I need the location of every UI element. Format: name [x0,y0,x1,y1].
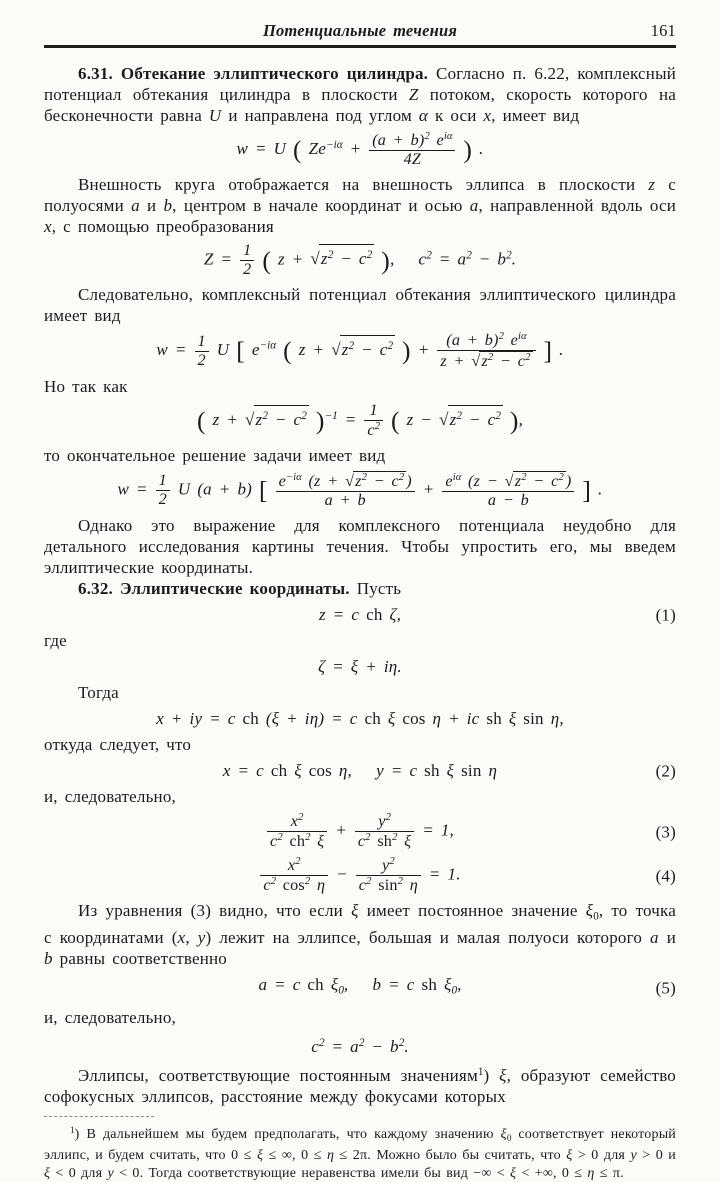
m-msup: 2 [348,339,355,352]
paragraph-6-32-heading: 6.32. Эллиптические координаты. Пусть [78,579,402,599]
m-mbig: ) [315,406,325,436]
m-mit: y [630,1148,637,1164]
m-mbig: [ [236,336,245,366]
m-mrm: cos [308,761,332,781]
m-msup: 2 [365,832,371,844]
m-mrm: ch [242,709,259,729]
m-msign: √ [439,410,449,430]
m-mit: ξ [351,901,359,921]
page-number: 161 [650,21,676,40]
m-mb: 6.31. Обтекание эллиптического цилиндра. [78,64,429,83]
footnote-text: $^1$) В дальнейшем мы будем предполагать, что каждому значению ξ0 соответствует некоторый эллипс, и будем считать, что 0 ≤ ξ ≤ ∞, 0 ≤ η ≤ 2π. Можно было бы считать, что ξ > 0 для y > 0 и ξ < 0 для y < 0. Тогда соответствующие неравенства имели бы вид −∞ < ξ < +∞, 0 ≤ η ≤ π. [44,1125,677,1181]
m-mbig: [ [258,475,268,505]
m-msup: 2 [366,249,373,262]
paragraph-final-solution: то окончательное решение задачи имеет вид [44,446,386,466]
paragraph-then: Тогда [78,683,119,703]
m-mrm: cos [282,876,305,894]
formula-x-plus-iy [44,708,676,729]
m-mit: a [131,196,140,216]
m-msup: 2 [495,409,501,422]
m-mrm: sh [424,761,440,781]
m-mden: 2 [240,260,254,279]
equation-1 [44,604,676,625]
equation-number: (3) [655,822,676,842]
m-mfrac [240,242,254,279]
m-mfrac [260,856,328,895]
m-mit: ξ [44,1165,51,1181]
m-msup: iα [452,472,462,484]
m-msign: √ [331,340,341,360]
m-msup: 2 [398,1036,405,1049]
m-msup: 2 [277,832,283,844]
m-msqbody: $z^2 - c^2$ [254,405,309,430]
m-msup: 2 [487,352,494,364]
m-msup: 2 [270,876,277,888]
m-mden: $z + √z^2 - c^2$ [437,350,535,371]
m-msup: 2 [318,1036,325,1049]
m-mbig: ( [390,406,400,436]
m-mit: a [469,196,479,216]
m-mden: $c^2$ $ch^2$ ξ [267,831,327,851]
m-mit: z [648,175,656,195]
m-mbig: ( [262,245,272,275]
m-msqbody: $z^2 - c^2$ [448,405,503,430]
m-msup: 2 [361,472,367,484]
m-mrm: ch [364,709,381,729]
m-msup: 2 [301,409,307,422]
m-msup: iα [443,131,453,142]
paragraph-mapping: Внешность круга отображается на внешность эллипса в плоскости z с полуосями a и b, центром в начале координат и осью a, направленной вдоль оси x, с помощью преобразования [44,175,676,237]
m-msup: 2 [262,409,268,422]
m-msup: 2 [305,832,311,844]
m-msup: 2 [525,352,531,364]
m-mrm: sin [378,876,398,894]
m-mit: α [418,106,428,125]
formula-math: $\frac{x^2}{c^2 ch^2 \xi}$ + $\frac{y^2}{c^2 sh^2 \xi}$ = 1, [266,812,454,851]
m-msqrt [439,405,503,430]
m-mfrac [355,812,414,851]
m-mit: η [326,1148,335,1164]
m-mnum: $x^2$ [287,856,301,874]
m-mden: $c^2$ $\sin^2 \eta$ [356,875,421,895]
m-mit: ξ [257,1148,264,1164]
m-mfrac [156,472,170,509]
m-mden: a − b [442,491,574,510]
m-mit: x [44,217,52,237]
m-mit: ξ [566,1148,573,1164]
m-mrm: sin [523,709,544,729]
paragraph-and-consequently-2: и, следовательно, [44,1007,176,1027]
m-msup: 2 [521,472,527,484]
formula-potential-ellipse [44,331,676,371]
m-mit: U [208,106,222,125]
m-mden: a + b [276,491,415,510]
formula-math: ( $z + √z^2 - c^2$ )$^{-1}$ = $\frac{1}{c^2}$ ( $z - √z^2 - c^2$ ), [196,402,524,440]
m-mnum: $y^2$ [378,812,391,831]
m-mfrac [276,471,415,510]
m-msign: √ [310,249,320,269]
m-msup: 2 [366,876,372,888]
m-mden: 4Z [369,150,455,169]
paragraph-and-consequently-1: и, следовательно, [44,787,176,807]
m-mfrac [195,333,209,370]
m-msub: 0 [593,910,599,923]
m-mrm: ch [289,833,306,851]
m-msqrt [245,405,309,430]
m-msup: −iα [259,339,277,352]
m-mfrac [437,331,535,371]
paragraph-whence: откуда следует, что [44,735,192,755]
formula-math: w = $\frac{1}{2}$ U (a + b) [ $\frac{e^{-i\alpha} (z + √z^2 - c^2 )}{a + b}$ + $e^{i\alpha}$ ($z - √z^2 - c^2$ ) a − b ] . [117,472,603,510]
running-header [44,16,676,43]
formula-final-solution [44,471,676,510]
m-msqrt [471,351,532,371]
m-mnum: 1 [369,402,378,420]
m-msup: iα [518,331,527,343]
m-mbig: ( [293,135,302,165]
m-mrm: sh [486,709,502,729]
m-mden: $c^2$ $sh^2$ ξ [355,831,414,851]
m-msup: 2 [295,856,301,868]
m-msup: 2 [466,249,472,262]
m-msup: −1 [324,409,338,422]
equation-5 [44,974,676,1001]
m-mfrac [364,402,383,440]
running-title: Потенциальные течения [262,21,458,40]
m-msqrt [310,244,374,269]
m-mb: 6.32. Эллиптические координаты. [78,579,350,599]
m-mit: ξ [585,901,594,921]
m-mit: ξ [500,1127,507,1143]
m-mnum: $(a + b)^2$ $e^{i\alpha}$ [372,131,453,149]
m-msqbody: $z^2 - c^2$ [514,472,564,491]
m-mit: a [650,928,659,948]
m-mit: ξ [499,1066,507,1086]
formula-math: w = U ( $Ze^{-i\alpha}$ + $(a + b)^2$ $e^{i\alpha}$ 4Z ) . [236,131,484,168]
m-mbig: ) [463,135,473,165]
formula-potential-circle [44,131,676,169]
paragraph-consequently: Следовательно, комплексный потенциал обтекания эллиптического цилиндра имеет вид [44,285,676,326]
m-mit: b [163,196,173,216]
m-msup: −iα [326,138,343,151]
m-msqbody: $z^2 - c^2$ [355,472,405,491]
formula-zeta-definition [44,656,676,677]
formula-math: w = $\frac{1}{2}$ U [ $e^{-i\alpha}$ ( $z + √z^2 - c^2$ ) + $(a + b)^2$ $e^{i\alpha}$ $z + √z^2 - c^2$ ] . [156,331,564,371]
m-msign: √ [345,473,355,491]
m-msqbody: $z^2 - c^2$ [481,352,531,371]
m-mden: $c^2$ [364,420,383,440]
m-mnum: $e^{-i\alpha}$ ($z + √z^2 - c^2$ ) [278,472,412,491]
footnote-separator [44,1116,154,1117]
m-mit: y [197,928,206,948]
m-msup: 2 [426,249,432,262]
m-msign: √ [504,473,514,491]
m-msup: 2 [374,421,381,433]
equation-3 [44,812,676,851]
m-mfrac [356,856,421,895]
equation-4 [44,856,676,895]
m-mden: 2 [156,490,170,509]
m-mden: $c^2$ $\cos^2 \eta$ [260,875,328,895]
m-mit: Z [408,85,419,104]
equation-number: (2) [655,761,676,781]
m-mit: y [107,1165,114,1181]
m-msup: 2 [398,472,405,484]
m-msup: 2 [298,812,304,824]
m-mbig: ] [543,336,553,366]
m-mit: x [483,106,492,125]
formula-math: x = c ch ξ cos η, y = c sh ξ sin η [222,761,498,781]
m-msup: 2 [456,409,462,422]
formula-math: Z = $\frac{1}{2}$ ( $z + √z^2 - c^2$ ), $c^2 = a^2 - b^2$. [203,242,517,279]
m-mrm: ch [307,975,324,995]
m-msub: 0 [338,984,344,997]
m-msup: 2 [498,331,504,343]
m-msup: 1 [70,1125,75,1136]
m-msqrt [345,471,406,491]
m-mden: 2 [195,351,209,370]
m-msup: 2 [506,249,512,262]
m-mnum: 1 [158,472,167,490]
m-msup: 2 [389,856,395,868]
m-mit: ξ [510,1165,517,1181]
m-mbig: ) [509,406,519,436]
m-msup: 2 [558,472,564,484]
paragraph-from-equation-3: Из уравнения (3) видно, что если ξ имеет постоянное значение ξ0, то точка с координатами (x, y) лежит на эллипсе, большая и малая полуоси которого a и b равны соответственно [44,901,677,969]
formula-c-squared [44,1033,676,1057]
header-rule [44,45,676,48]
m-mbig: ( [196,406,206,436]
m-mrm: sin [461,761,482,781]
equation-number: (1) [655,605,676,625]
m-msup: 2 [304,876,311,888]
m-mbig: ) [402,336,411,366]
paragraph-6-31-intro: 6.31. Обтекание эллиптического цилиндра. Согласно п. 6.22, комплексный потенциал обтекания цилиндра в плоскости Z потоком, скорость которого на бесконечности равна U и направлена под углом α к оси x, имеет вид [44,64,676,125]
m-mnum: $(a + b)^2$ $e^{i\alpha}$ [446,331,527,350]
m-mrm: cos [402,709,426,729]
m-msup: 2 [397,876,403,888]
m-mfrac [369,131,455,169]
equation-number: (5) [655,978,676,998]
formula-joukowski-transform [44,242,676,279]
equation-2 [44,760,676,781]
m-msqrt [331,335,395,360]
paragraph-ellipses-family: Эллипсы, соответствующие постоянным значениям$^1$) ξ, образуют семейство софокусных эллипсов, расстояние между фокусами которых [44,1065,677,1107]
m-mbig: ( [283,336,292,366]
m-msqrt [505,471,566,491]
m-mbig: ] [582,475,592,505]
m-mit: b [44,949,53,969]
m-msup: 2 [424,131,430,142]
m-msup: 2 [385,812,391,824]
m-msqbody: $z^2 - c^2$ [340,335,395,360]
m-msup: 1 [477,1065,484,1078]
formula-math: x + iy = c ch (ξ + iη) = c ch ξ cos η + ic sh ξ sin η, [156,709,564,729]
formula-math: z = c ch ζ, [318,605,402,625]
paragraph-where: где [44,631,67,651]
formula-inverse-identity [44,402,676,440]
formula-math: ζ = ξ + iη. [318,657,402,677]
formula-math: $c^2 = a^2 - b^2$. [311,1036,409,1056]
m-msup: 2 [387,339,394,352]
m-mfrac [442,471,574,510]
m-msup: −iα [286,472,302,484]
m-msign: √ [471,353,481,371]
m-mnum: 1 [243,242,252,260]
equation-number: (4) [655,866,676,886]
m-msub: 0 [506,1132,512,1143]
m-msign: √ [245,410,255,430]
m-mnum: 1 [197,332,206,350]
m-mit: x [177,928,186,948]
m-msqbody: $z^2 - c^2$ [319,244,374,269]
m-mbig: ) [381,245,390,275]
m-mrm: sh [377,833,393,851]
m-msub: 0 [451,984,458,997]
m-mrm: ch [270,761,288,781]
m-msup: 2 [327,249,334,262]
m-mnum: $x^2$ [290,812,304,831]
formula-math: $\frac{x^2}{c^2 \cos^2 \eta}$ − $\frac{y^2}{c^2 \sin^2 \eta}$ = 1. [259,856,460,895]
m-mrm: sh [421,975,438,995]
m-mrm: ch [366,605,383,625]
m-msup: 2 [392,832,398,844]
m-mfrac [267,812,327,851]
m-mit: η [587,1165,595,1181]
paragraph-but-since: Но так как [44,377,128,397]
paragraph-however: Однако это выражение для комплексного потенциала неудобно для детального исследования картины течения. Чтобы упростить его, мы введем эллиптические координаты. [44,516,676,578]
m-msup: 2 [358,1036,365,1049]
m-mnum: $y^2$ [382,856,395,874]
formula-math: a = c ch ξ0, b = c sh ξ0, [258,975,462,997]
m-mnum: $e^{i\alpha}$ ($z - √z^2 - c^2$ ) [445,472,572,491]
